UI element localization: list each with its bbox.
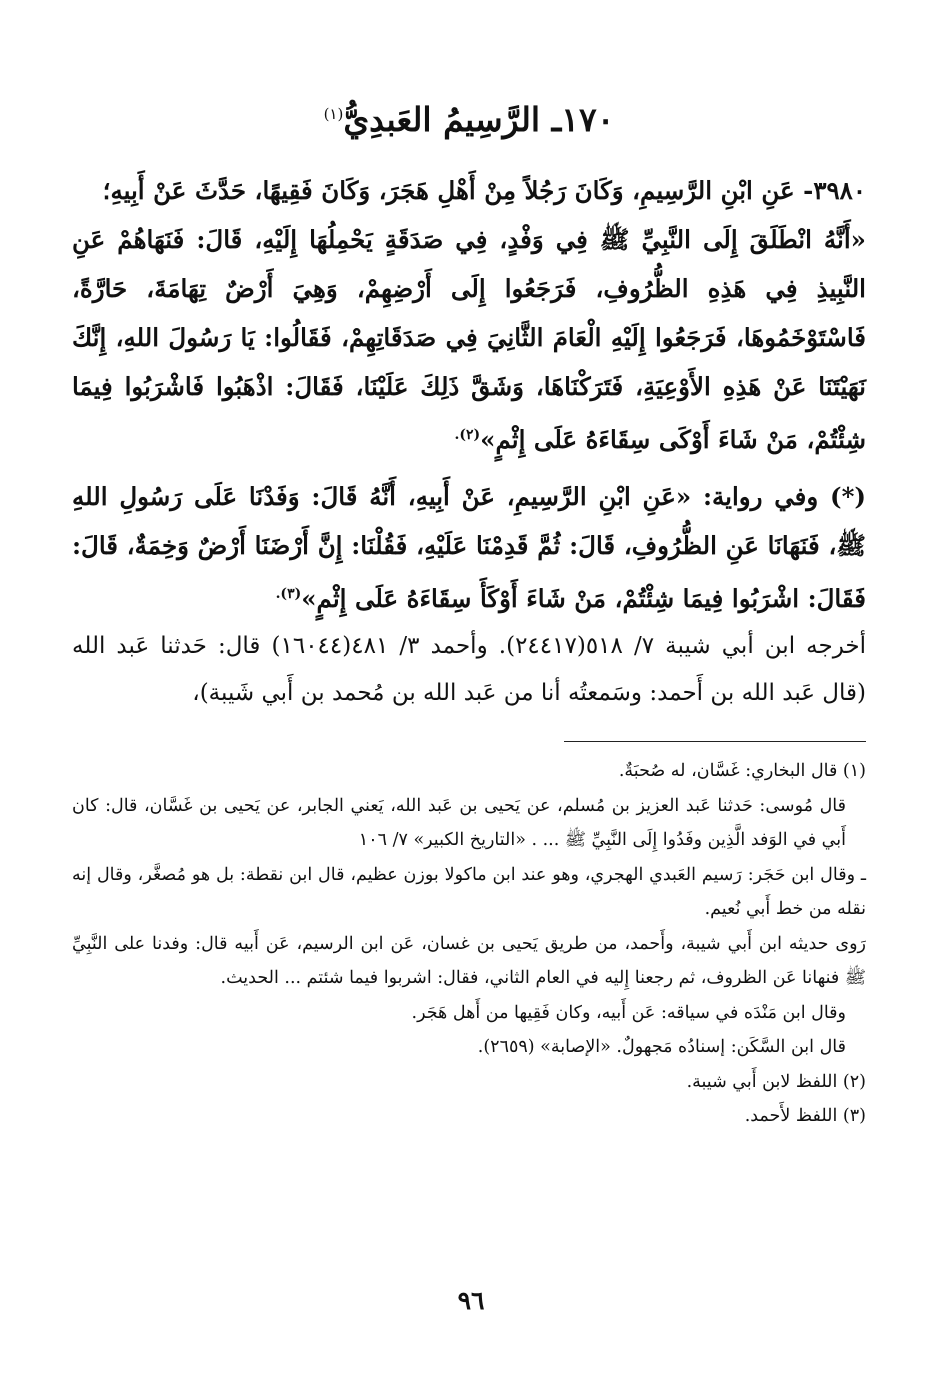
footnote-1-line-c: ـ وقال ابن حَجَر: رَسيم العَبدي الهجري، وهو عند ابن ماكولا بوزن عظيم، قال ابن نقطة: بل هو مُصغَّر، وقال إنه نقله من خط أَبي نُعيم. [72,864,866,920]
footnote-2: (٢) اللفظ لابن أَبي شيبة. [686,1071,866,1092]
footnote-1-line-f: قال ابن السَّكَن: إسنادُه مَجهولٌ. «الإصابة» (٢٦٥٩). [477,1037,846,1058]
hadith-matn-text: «أَنَّهُ انْطَلَقَ إِلَى النَّبِيِّ ﷺ فِي وَفْدٍ، فِي صَدَقَةٍ يَحْمِلُهَا إِلَيْهِ، قَالَ: فَنَهَاهُمْ عَنِ النَّبِيذِ فِي هَذِهِ الظُّرُوفِ، فَرَجَعُوا إِلَى أَرْضِهِمْ، وَهِيَ أَرْضٌ تِهَامَةَ، حَارَّةً، فَاسْتَوْخَمُوهَا، فَرَجَعُوا إِلَيْهِ الْعَامَ الثَّانِيَ فِي صَدَقَاتِهِمْ، فَقَالُوا: يَا رَسُولَ اللهِ، إِنَّكَ نَهَيْتَنَا عَنْ هَذِهِ الأَوْعِيَةِ، فَتَرَكْنَاهَا، وَشَقَّ ذَلِكَ عَلَيْنَا، فَقَالَ: اذْهَبُوا فَاشْرَبُوا فِيمَا شِئْتُمْ، مَنْ شَاءَ أَوْكَى سِقَاءَهُ عَلَى إِثْمٍ» [72,225,866,455]
matn-footnote-ref: (٢). [454,427,481,443]
footnote-3: (٣) اللفظ لأَحمد. [744,1106,866,1127]
footnotes [72,754,866,1134]
chapter-footnote-ref: (١) [323,105,344,123]
riwaya-footnote-ref: (٣). [275,586,302,603]
footnote-separator [564,741,866,742]
hadith-riwaya [72,472,866,623]
hadith-riwaya-text: (*) وفي رواية: «عَنِ ابْنِ الرَّسِيمِ، عَنْ أَبِيهِ، أَنَّهُ قَالَ: وَفَدْنَا عَلَى رَسُولِ اللهِ ﷺ، فَنَهَانَا عَنِ الظُّرُوفِ، قَالَ: ثُمَّ قَدِمْنَا عَلَيْهِ، فَقُلْنَا: إِنَّ أَرْضَنَا أَرْضٌ وَخِمَةٌ، قَالَ: فَقَالَ: اشْرَبُوا فِيمَا شِئْتُمْ، مَنْ شَاءَ أَوْكَأَ سِقَاءَهُ عَلَى إِثْمٍ» [72,482,866,614]
chapter-title [72,86,866,148]
footnote-1-line-b: قال مُوسى: حَدثنا عَبد العزيز بن مُسلم، عن يَحيى بن عَبد الله، يَعني الجابر، عن يَحيى بن غَسَّان، قال: كان أَبي في الوَفد الَّذِين وفَدُوا إِلَى النَّبِيِّ ﷺ ... . «التاريخ الكبير» ٧/ ١٠٦ [72,795,846,851]
chapter-title-text: ١٧٠ـ الرَّسِيمُ العَبدِيُّ [343,100,615,139]
footnote-1-line-d: رَوى حديثه ابن أَبي شيبة، وأَحمد، من طريق يَحيى بن غسان، عَن ابن الرسيم، عَن أَبيه قال: وفدنا على النَّبِيِّ ﷺ فنهانا عَن الظروف، ثم رجعنا إِليه في العام الثاني، فقال: اشربوا فيما شئتم ... الحديث. [72,933,866,989]
hadith-source: أخرجه ابن أبي شيبة ٧/ ٥١٨(٢٤٤١٧). وأحمد ٣/ ٤٨١(١٦٠٤٤) قال: حَدثنا عَبد الله (قال عَبد الله بن أَحمد: وسَمعتُه أنا من عَبد الله بن مُحمد بن أَبي شَيبة)، [72,633,867,707]
hadith-opening: ٣٩٨٠- عَنِ ابْنِ الرَّسِيمِ، وَكَانَ رَجُلاً مِنْ أَهْلِ هَجَرَ، وَكَانَ فَقِيهًا، حَدَّثَ عَنْ أَبِيهِ؛ [102,176,866,205]
footnote-1-line-a: (١) قال البخاري: غَسَّان، له صُحبَةٌ. [618,761,866,782]
main-text [72,166,866,717]
hadith-matn [72,215,866,464]
footnote-1-line-e: وقال ابن مَنْدَه في سياقه: عَن أَبيه، وكان فَقِيها من أَهل هَجَر. [411,1002,846,1023]
page-number: ٩٦ [457,1286,485,1315]
